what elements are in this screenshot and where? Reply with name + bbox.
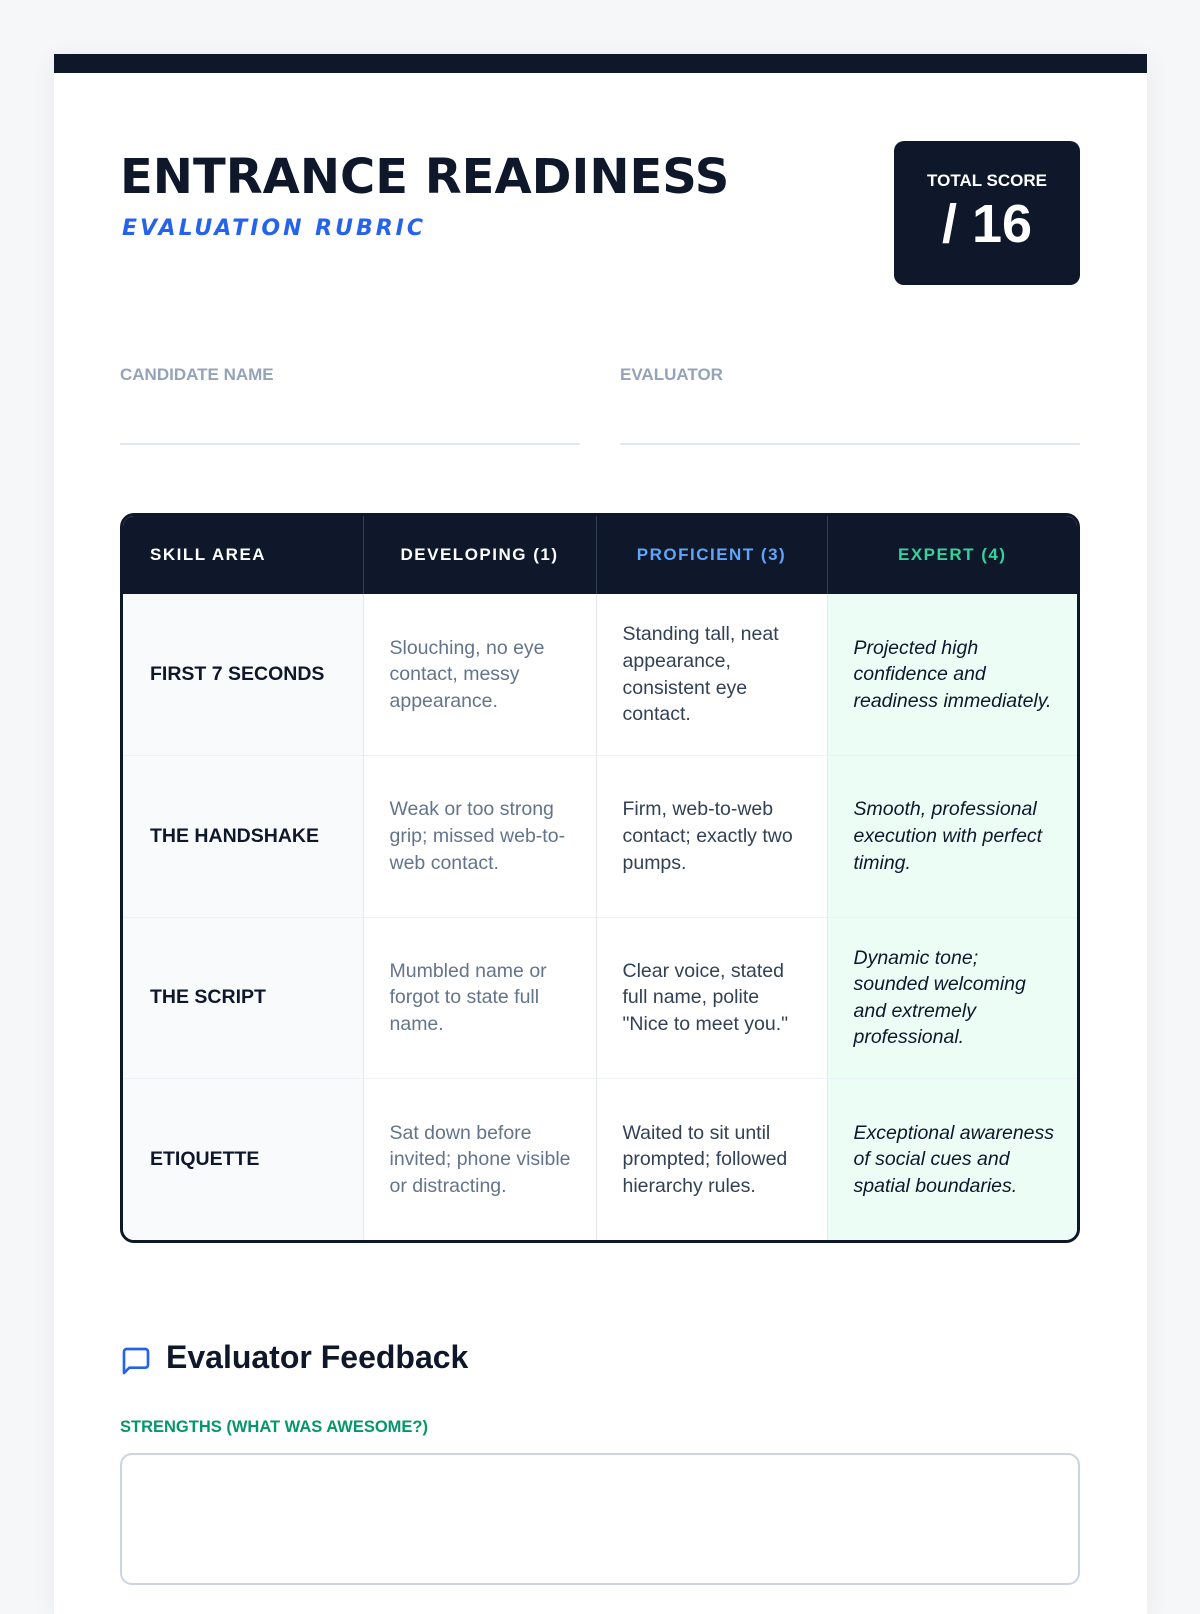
table-row [123,917,1077,1079]
column-header-proficient: PROFICIENT (3) [596,516,827,594]
proficient-cell[interactable]: Clear voice, stated full name, polite "Nice to meet you." [596,917,827,1079]
developing-cell[interactable]: Mumbled name or forgot to state full name. [363,917,596,1079]
candidate-name-field[interactable] [120,365,580,445]
proficient-cell[interactable]: Firm, web-to-web contact; exactly two pumps. [596,756,827,918]
total-score-label: TOTAL SCORE [927,171,1047,190]
column-header-expert: EXPERT (4) [827,516,1077,594]
candidate-name-label: CANDIDATE NAME [120,365,274,384]
evaluator-field[interactable] [620,365,1080,445]
proficient-cell[interactable]: Standing tall, neat appearance, consistent eye contact. [596,594,827,756]
skill-cell: THE SCRIPT [123,917,363,1079]
page-subtitle: EVALUATION RUBRIC [122,216,427,241]
table-row [123,1079,1077,1241]
column-header-developing: DEVELOPING (1) [363,516,596,594]
total-score-box [894,141,1080,285]
skill-cell: THE HANDSHAKE [123,756,363,918]
skill-cell: FIRST 7 SECONDS [123,594,363,756]
developing-cell[interactable]: Weak or too strong grip; missed web-to-web contact. [363,756,596,918]
message-square-icon [120,1345,152,1377]
strengths-input[interactable] [120,1453,1080,1585]
proficient-cell[interactable]: Waited to sit until prompted; followed hierarchy rules. [596,1079,827,1241]
skill-cell: ETIQUETTE [123,1079,363,1241]
expert-cell[interactable]: Smooth, professional execution with perfect timing. [827,756,1077,918]
page-title: ENTRANCE READINESS [120,149,730,205]
total-score-value: / 16 [941,194,1033,254]
developing-cell[interactable]: Slouching, no eye contact, messy appearance. [363,594,596,756]
rubric-header-row [123,516,1077,594]
developing-cell[interactable]: Sat down before invited; phone visible or distracting. [363,1079,596,1241]
evaluator-label: EVALUATOR [620,365,723,384]
page-header [120,141,1080,291]
table-row [123,594,1077,756]
rubric-table [120,513,1080,1243]
expert-cell[interactable]: Exceptional awareness of social cues and spatial boundaries. [827,1079,1077,1241]
rubric-sheet [54,54,1147,1614]
column-header-skill-area: SKILL AREA [123,516,363,594]
expert-cell[interactable]: Projected high confidence and readiness immediately. [827,594,1077,756]
table-row [123,756,1077,918]
strengths-label: STRENGTHS (WHAT WAS AWESOME?) [120,1418,428,1436]
expert-cell[interactable]: Dynamic tone; sounded welcoming and extremely professional. [827,917,1077,1079]
feedback-section-header [120,1333,720,1383]
info-fields [120,365,1080,445]
feedback-title: Evaluator Feedback [166,1339,469,1375]
